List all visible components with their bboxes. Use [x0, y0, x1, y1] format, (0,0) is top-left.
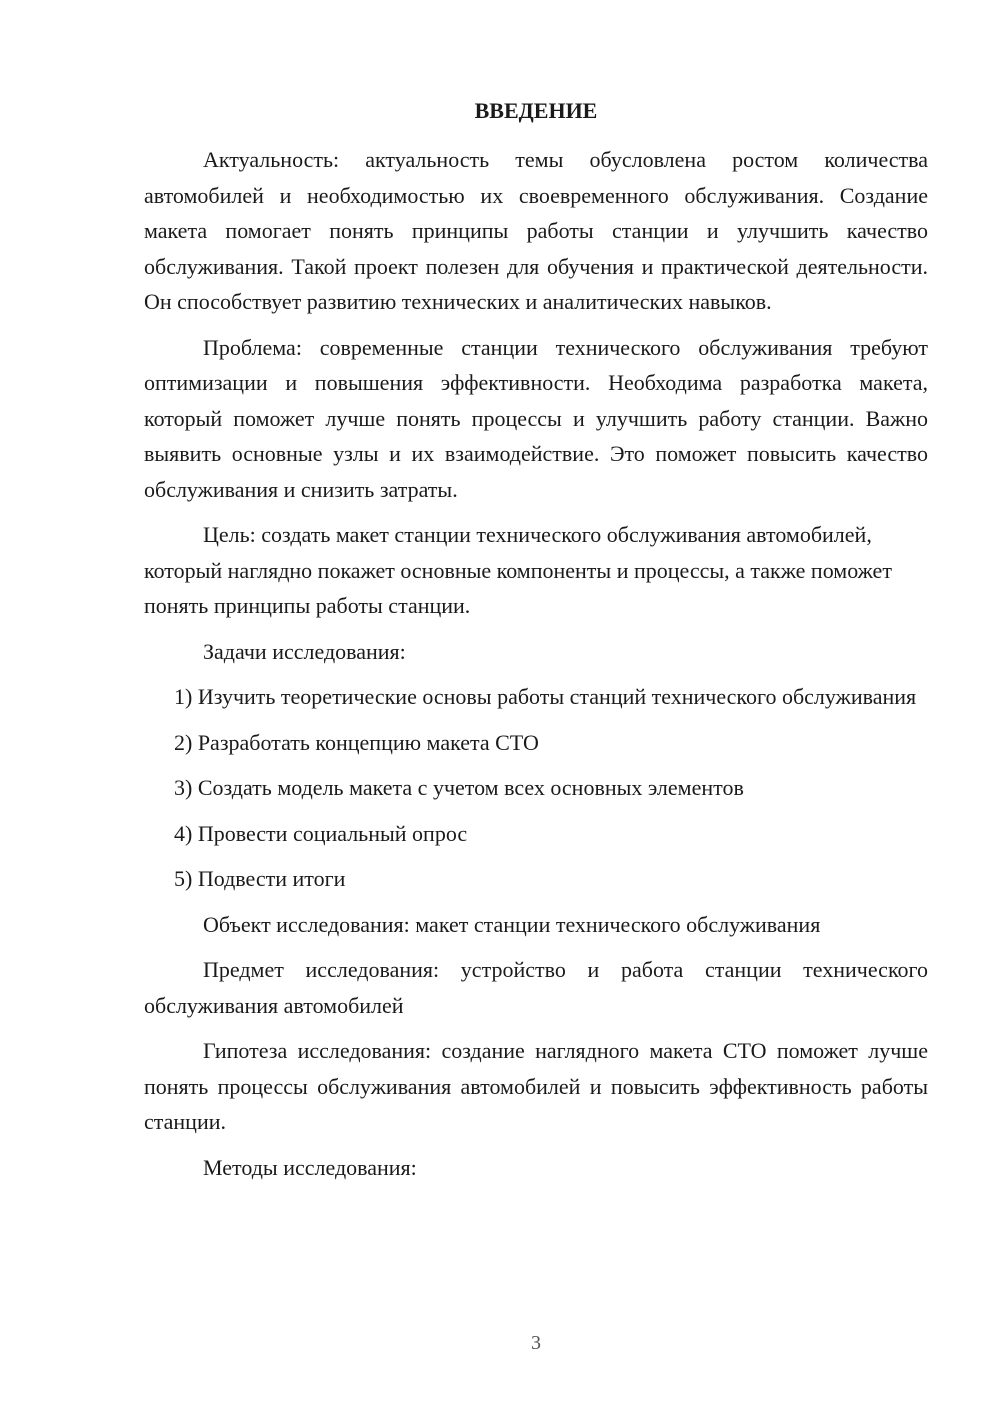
problem-paragraph: Проблема: современные станции технического обслуживания требуют оптимизации и повышения эффективности. Необходима разработка макета, который поможет лучше понять процессы и улучшить работу станции. Важно выявить основные узлы и их взаимодействие. Это поможет повысить качество обслуживания и снизить затраты. [144, 334, 928, 502]
relevance-paragraph: Актуальность: актуальность темы обусловлена ростом количества автомобилей и необходимостью их своевременного обслуживания. Создание макета помогает понять принципы работы станции и улучшить качество обслуживания. Такой проект полезен для обучения и практической деятельности. Он способствует развитию технических и аналитических навыков. [144, 147, 928, 314]
task-list-item: 5) Подвести итоги [174, 866, 346, 891]
task-list-item: 3) Создать модель макета с учетом всех основных элементов [174, 775, 744, 800]
task-list-item: 1) Изучить теоретические основы работы станций технического обслуживания [174, 684, 917, 709]
task-list-item: 2) Разработать концепцию макета СТО [174, 729, 539, 755]
subject-paragraph: Предмет исследования: устройство и работа станции технического обслуживания автомобилей [144, 957, 928, 1018]
body-text [144, 142, 928, 1195]
tasks-heading: Задачи исследования: [203, 638, 406, 664]
task-list-item: 4) Провести социальный опрос [174, 820, 468, 846]
section-heading: ВВЕДЕНИЕ [474, 98, 598, 123]
methods-heading: Методы исследования: [203, 1154, 417, 1180]
goal-paragraph: Цель: создать макет станции технического обслуживания автомобилей, который наглядно покажет основные компоненты и процессы, а также поможет понять принципы работы станции. [144, 522, 892, 618]
object-paragraph: Объект исследования: макет станции технического обслуживания [203, 911, 821, 937]
page-number: 3 [531, 1332, 541, 1354]
hypothesis-paragraph: Гипотеза исследования: создание наглядного макета СТО поможет лучше понять процессы обслуживания автомобилей и повысить эффективность работы станции. [144, 1038, 928, 1134]
